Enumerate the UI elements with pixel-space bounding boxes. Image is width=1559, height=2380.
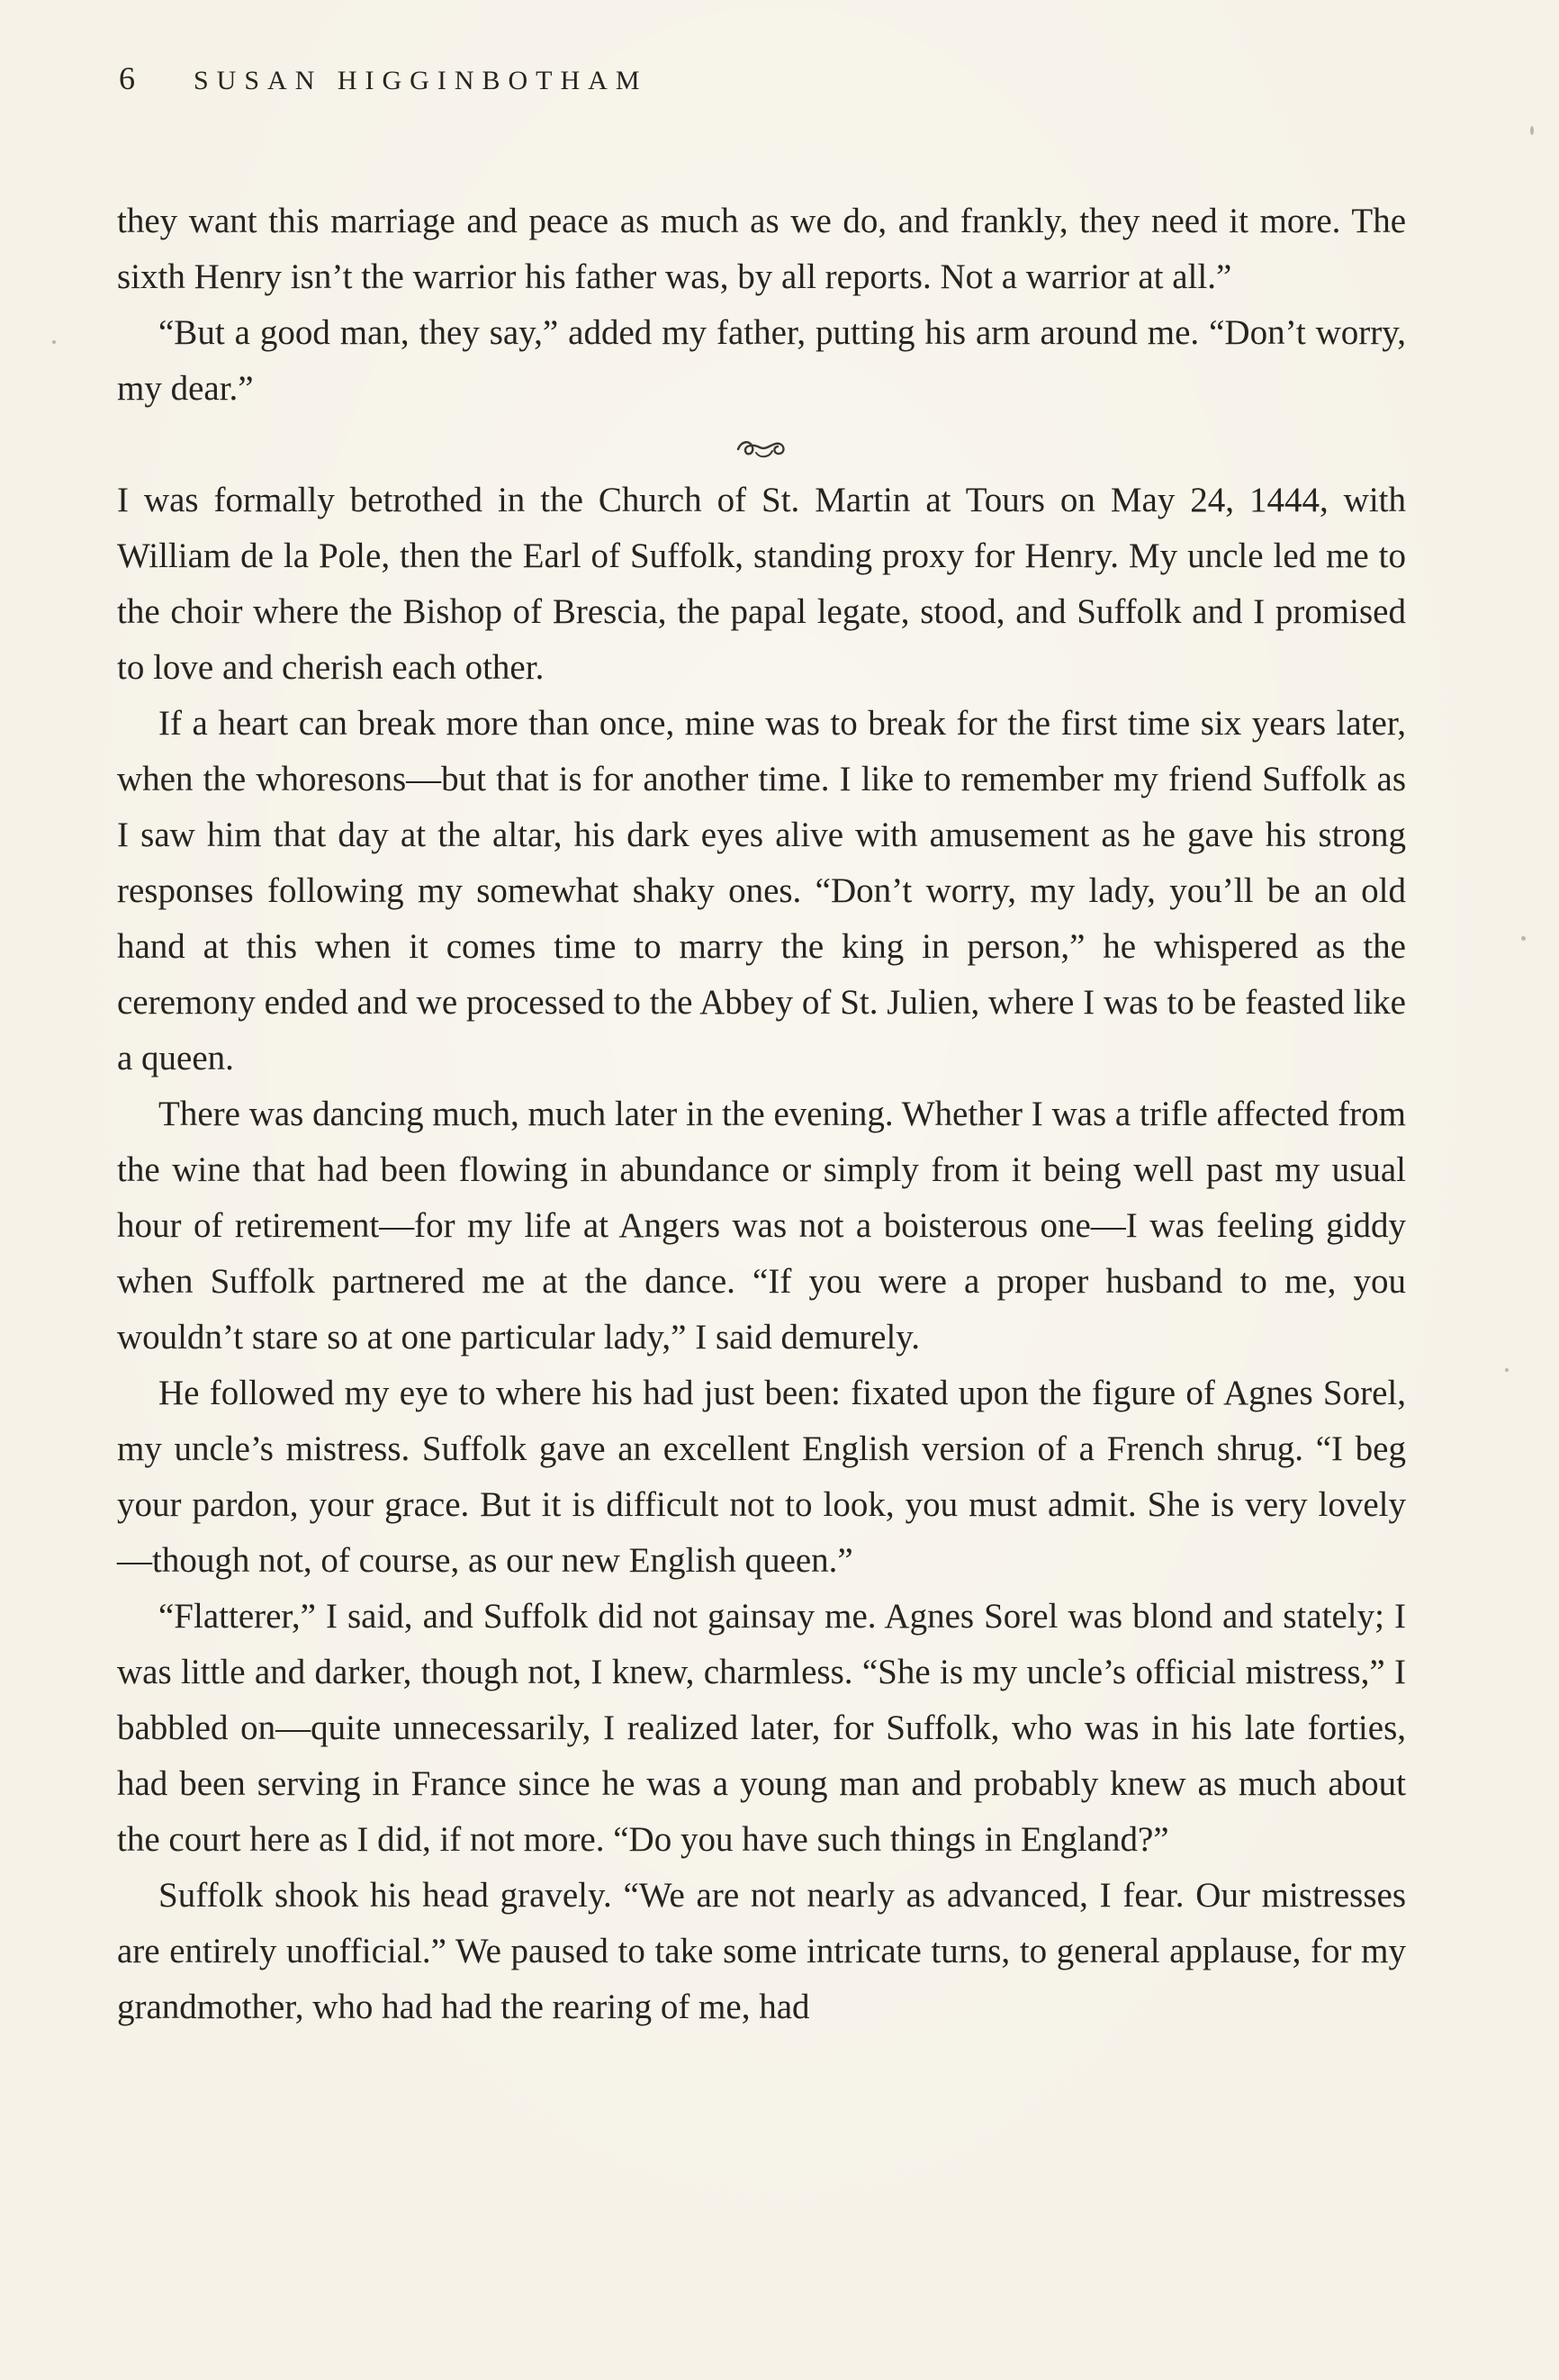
section-break: [117, 417, 1406, 473]
page-number: 6: [119, 60, 136, 96]
paragraph: I was formally betrothed in the Church of St. Martin at Tours on May 24, 1444, with William de la Pole, then the Earl of Suffolk, standing proxy for Henry. My uncle led me to the choir where the Bishop of Brescia, the papal legate, stood, and Suffolk and I promised to love and cherish each other.: [117, 481, 1406, 687]
paper-speck: [1521, 936, 1526, 941]
running-head: [119, 59, 648, 113]
paragraph: Suffolk shook his head gravely. “We are not nearly as advanced, I fear. Our mistresses are entirely unofficial.” We paused to take some intricate turns, to general applause, for my grandmother, who had had the rearing of me, had: [117, 1876, 1406, 2026]
running-head-author: SUSAN HIGGINBOTHAM: [194, 66, 648, 95]
paragraph: “But a good man, they say,” added my father, putting his arm around me. “Don’t worry, my dear.”: [117, 313, 1406, 408]
paragraph: they want this marriage and peace as much as we do, and frankly, they need it more. The sixth Henry isn’t the warrior his father was, by all reports. Not a warrior at all.”: [117, 202, 1406, 296]
paragraph: He followed my eye to where his had just been: fixated upon the figure of Agnes Sorel, my uncle’s mistress. Suffolk gave an excellent English version of a French shrug. “I beg your pardon, your grace. But it is difficult not to look, you must admit. She is very lovely—though not, of course, as our new English queen.”: [117, 1374, 1406, 1580]
paragraph: If a heart can break more than once, mine was to break for the first time six years later, when the whoresons—but that is for another time. I like to remember my friend Suffolk as I saw him that day at the altar, his dark eyes alive with amusement as he gave his strong responses following my somewhat shaky ones. “Don’t worry, my lady, you’ll be an old hand at this when it comes time to marry the king in person,” he whispered as the ceremony ended and we processed to the Abbey of St. Julien, where I was to be feasted like a queen.: [117, 704, 1406, 1077]
paper-speck: [1505, 1368, 1509, 1372]
paragraph: “Flatterer,” I said, and Suffolk did not gainsay me. Agnes Sorel was blond and stately; I was little and darker, though not, I knew, charmless. “She is my uncle’s official mistress,” I babbled on—quite unnecessarily, I realized later, for Suffolk, who was in his late forties, had been serving in France since he was a young man and probably knew as much about the court here as I did, if not more. “Do you have such things in England?”: [117, 1597, 1406, 1859]
body-text: [117, 194, 1406, 2035]
paragraph: There was dancing much, much later in the evening. Whether I was a trifle affected from the wine that had been flowing in abundance or simply from it being well past my usual hour of retirement—for my life at Angers was not a boisterous one—I was feeling giddy when Suffolk partnered me at the dance. “If you were a proper husband to me, you wouldn’t stare so at one particular lady,” I said demurely.: [117, 1095, 1406, 1357]
paper-speck: [52, 340, 56, 344]
fleuron-ornament-icon: [733, 424, 790, 464]
paper-speck: [1530, 126, 1534, 135]
